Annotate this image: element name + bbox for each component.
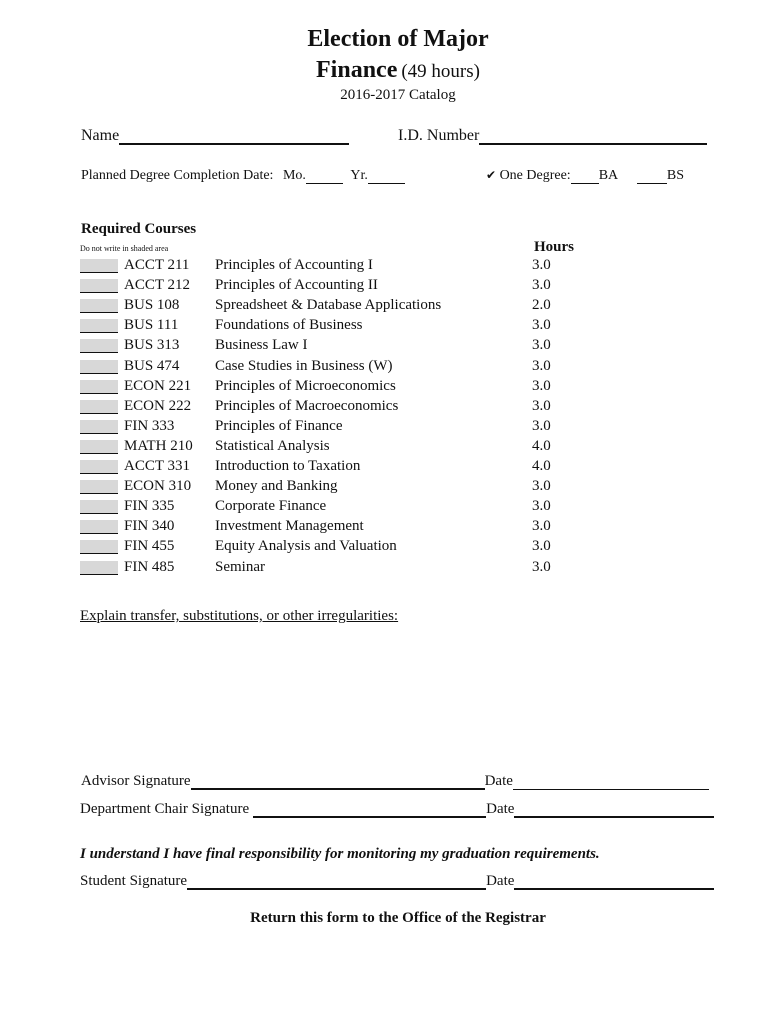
bs-label: BS [666,168,685,183]
course-hours: 3.0 [532,558,551,575]
course-row [80,518,600,538]
advisor-date-label: Date [484,773,513,789]
shaded-check-field [80,460,118,474]
course-title: Principles of Accounting I [215,257,373,273]
course-title: Case Studies in Business (W) [215,357,393,374]
course-row [80,559,600,579]
course-title: Investment Management [215,518,364,535]
course-row [80,458,600,478]
shaded-check-field [80,380,118,394]
id-label: I.D. Number [398,127,480,144]
bs-field[interactable] [637,183,667,184]
advisor-signature-field[interactable] [191,788,485,790]
course-hours: 3.0 [532,357,551,374]
major-hours: (49 hours) [401,61,480,82]
shaded-check-field [80,319,118,333]
course-title: Principles of Macroeconomics [215,397,399,414]
course-row [80,438,600,458]
advisor-date-field[interactable] [513,789,709,790]
course-title: Introduction to Taxation [215,458,361,474]
course-row [80,498,600,518]
course-code: ACCT 212 [124,277,190,294]
course-hours: 3.0 [532,257,551,273]
course-row [80,538,600,558]
course-title: Spreadsheet & Database Applications [215,297,442,314]
student-date-field[interactable] [514,888,714,890]
course-code: FIN 333 [124,417,175,434]
name-label: Name [81,127,120,144]
major-subtitle [0,57,770,84]
chair-signature-label: Department Chair Signature [80,801,250,817]
course-code: MATH 210 [124,437,193,454]
irregularities-label [80,608,398,625]
shaded-check-field [80,540,118,554]
shaded-check-field [80,279,118,293]
shaded-check-field [80,420,118,434]
course-row [80,378,600,398]
course-code: BUS 111 [124,317,179,334]
shaded-check-field [80,259,118,273]
course-row [80,478,600,498]
course-hours: 4.0 [532,458,551,474]
course-code: FIN 335 [124,498,175,515]
shaded-check-field [80,440,118,454]
shaded-check-field [80,360,118,374]
irregularities-colon: : [393,608,399,624]
hours-header: Hours [534,239,575,255]
course-title: Business Law I [215,337,308,354]
course-hours: 3.0 [532,337,551,354]
course-row [80,317,600,337]
course-code: BUS 313 [124,337,180,354]
course-hours: 4.0 [532,437,551,454]
id-row [398,127,707,145]
course-title: Foundations of Business [215,317,363,334]
shaded-area-note: Do not write in shaded area [80,244,169,253]
year-label: Yr. [350,168,368,183]
course-row [80,297,600,317]
course-code: ACCT 331 [124,458,190,474]
course-title: Principles of Finance [215,417,343,434]
form-title: Election of Major [307,26,489,52]
completion-label: Planned Degree Completion Date: [81,168,274,183]
course-row [80,358,600,378]
shaded-check-field [80,339,118,353]
required-courses-heading: Required Courses [81,221,197,237]
course-hours: 3.0 [532,498,551,515]
course-code: BUS 108 [124,297,180,314]
responsibility-statement: I understand I have final responsibility for monitoring my graduation requirements. [80,846,600,862]
name-row [81,127,349,145]
student-signature-label: Student Signature [80,873,188,889]
ba-field[interactable] [571,183,599,184]
completion-row [81,168,405,184]
course-hours: 3.0 [532,417,551,434]
course-hours: 3.0 [532,377,551,394]
course-hours: 3.0 [532,478,551,495]
return-instructions: Return this form to the Office of the Registrar [250,910,546,926]
course-title: Equity Analysis and Valuation [215,538,397,555]
course-code: FIN 455 [124,538,175,555]
course-row [80,277,600,297]
course-title: Money and Banking [215,478,338,495]
course-hours: 3.0 [532,317,551,334]
course-hours: 2.0 [532,297,551,314]
degree-row [486,168,684,184]
chair-signature-row [80,801,714,818]
course-title: Corporate Finance [215,498,327,515]
course-hours: 3.0 [532,538,551,555]
advisor-signature-label: Advisor Signature [81,773,191,789]
shaded-check-field [80,480,118,494]
shaded-check-field [80,299,118,313]
course-row [80,398,600,418]
shaded-check-field [80,561,118,575]
advisor-signature-row [81,773,709,790]
course-hours: 3.0 [532,397,551,414]
major-name: Finance [316,57,398,83]
ba-label: BA [598,168,618,183]
course-title: Statistical Analysis [215,437,330,454]
course-code: ECON 310 [124,478,192,495]
month-label: Mo. [282,168,306,183]
course-code: ACCT 211 [124,257,190,273]
month-field[interactable] [306,183,343,184]
shaded-check-field [80,520,118,534]
student-signature-row [80,873,714,890]
course-code: FIN 340 [124,518,175,535]
course-code: ECON 222 [124,397,192,414]
chair-date-label: Date [486,801,515,817]
id-number-field[interactable] [479,143,707,145]
course-title: Seminar [215,558,265,575]
one-degree-label: One Degree: [499,168,571,183]
name-field[interactable] [119,143,349,145]
course-row [80,337,600,357]
course-code: BUS 474 [124,357,180,374]
course-hours: 3.0 [532,277,551,294]
irregularities-text: Explain transfer, substitutions, or other irregularities [80,608,394,624]
course-code: FIN 485 [124,558,175,575]
course-title: Principles of Microeconomics [215,377,396,394]
course-hours: 3.0 [532,518,551,535]
shaded-check-field [80,400,118,414]
chair-signature-field[interactable] [253,816,486,818]
shaded-check-field [80,500,118,514]
catalog-year: 2016-2017 Catalog [340,87,456,103]
chair-date-field[interactable] [514,816,714,818]
course-code: ECON 221 [124,377,192,394]
course-row [80,418,600,438]
course-title: Principles of Accounting II [215,277,378,294]
course-row [80,257,600,277]
student-date-label: Date [486,873,515,889]
year-field[interactable] [368,183,405,184]
checkmark-icon: ✔ [486,168,497,182]
student-signature-field[interactable] [187,888,486,890]
